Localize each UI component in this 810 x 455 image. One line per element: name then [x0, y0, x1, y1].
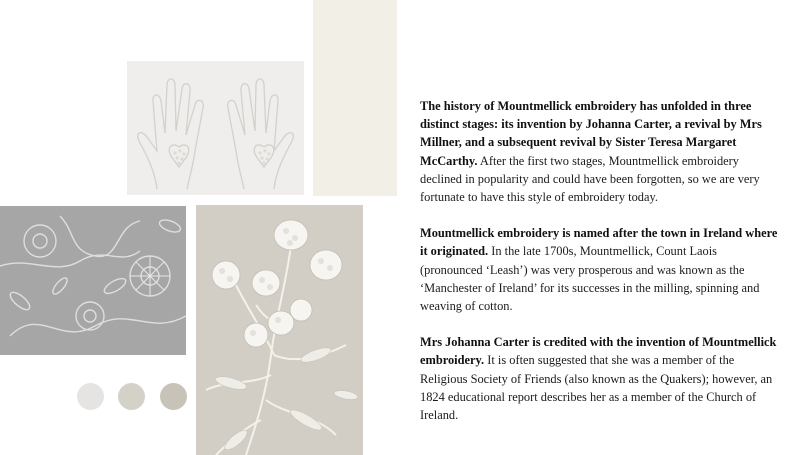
color-swatch [160, 383, 187, 410]
paragraph [420, 333, 782, 424]
raised-bloom-embroidery-photo [196, 205, 363, 455]
floral-whitework-photo [0, 206, 186, 355]
color-swatch [118, 383, 145, 410]
cream-accent-panel [313, 0, 397, 196]
paragraph [420, 97, 782, 206]
color-swatch [77, 383, 104, 410]
paragraph [420, 224, 782, 315]
paragraph-lead: The history of Mountmellick embroidery has unfolded in three distinct stages: its invention by Johanna Carter, a revival by Mrs Millner, and a subsequent revival by Sister Teresa Margaret McCarthy. [420, 99, 762, 168]
paragraph-lead: Mountmellick embroidery is named after the town in Ireland where it originated. [420, 226, 778, 259]
history-text [420, 97, 782, 442]
paragraph-body: In the late 1700s, Mountmellick, Count Laois (pronounced ‘Leash’) was very prosperous and was known as the ‘Manchester of Ireland’ for its successes in the milling, spinning and weaving of cotton. [420, 244, 760, 314]
paragraph-lead: Mrs Johanna Carter is credited with the invention of Mountmellick embroidery. [420, 335, 777, 368]
embroidered-hands-photo [127, 61, 304, 195]
paragraph-body: After the first two stages, Mountmellick embroidery declined in popularity and could have been forgotten, so we are very fortunate to have this style of embroidery today. [420, 153, 760, 205]
paragraph-body: It is often suggested that she was a member of the Religious Society of Friends (also known as the Quakers); however, an 1824 educational report describes her as a member of the Church of Ireland. [420, 353, 773, 423]
